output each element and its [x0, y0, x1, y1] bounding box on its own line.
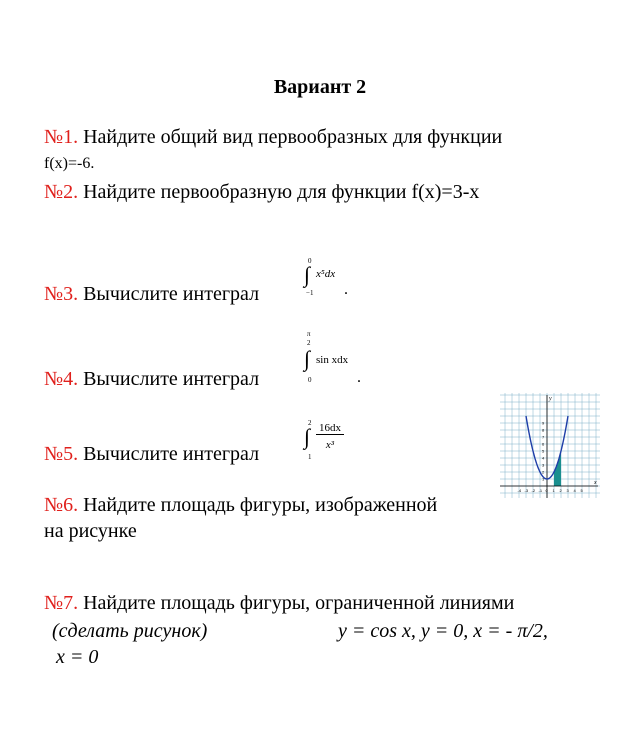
task-1-function: f(x)=-6.	[44, 155, 95, 172]
x-tick-label: 4	[573, 488, 576, 493]
task-7	[44, 592, 514, 615]
y-tick-label: 8	[542, 427, 545, 433]
y-tick-label: 7	[542, 434, 545, 440]
integral-3-upper: 0	[308, 257, 312, 265]
task-2	[44, 181, 479, 204]
integral-4	[300, 330, 370, 386]
task-5	[44, 443, 259, 466]
task-1	[44, 126, 502, 149]
task-6-line-2: на рисунке	[44, 520, 137, 542]
task-1-text: Найдите общий вид первообразных для функции	[78, 126, 503, 148]
integral-4-upper-den: 2	[307, 339, 311, 347]
integral-5	[300, 417, 360, 465]
integral-4-expr: sin xdx	[316, 354, 349, 366]
task-7-line-x0: x = 0	[56, 646, 99, 668]
task-6-text: Найдите площадь фигуры, изображенной	[78, 494, 438, 516]
integral-3-tail: .	[344, 281, 348, 298]
task-3-number: №3.	[44, 283, 79, 305]
y-tick-label: 3	[542, 462, 545, 468]
x-tick-label: -1	[538, 488, 543, 493]
x-tick-label: 5	[580, 488, 583, 493]
y-tick-label: 4	[542, 455, 545, 461]
x-tick-label: -2	[531, 488, 536, 493]
task-2-number: №2.	[44, 181, 79, 203]
integral-3-lower: −1	[306, 289, 314, 297]
x-tick-label: 0	[545, 488, 548, 493]
task-4-text: Вычислите интеграл	[78, 368, 260, 390]
integral-5-denominator: x³	[325, 439, 335, 451]
x-axis-label: x	[594, 480, 597, 486]
y-axis-label: y	[549, 396, 552, 402]
task-4	[44, 368, 259, 391]
integral-5-numerator: 16dx	[316, 422, 344, 435]
y-tick-label: 9	[542, 420, 545, 426]
y-tick-label: 2	[542, 469, 545, 475]
x-tick-label: 3	[566, 488, 569, 493]
task-7-hint: (сделать рисунок)	[52, 620, 208, 642]
task-2-text: Найдите первообразную для функции f(x)=3-x	[78, 181, 480, 203]
x-tick-label: -4	[517, 488, 522, 493]
task-7-text: Найдите площадь фигуры, ограниченной линиями	[78, 592, 515, 614]
task-7-lines: y = cos x, y = 0, x = - π/2,	[338, 620, 548, 642]
task-4-number: №4.	[44, 368, 79, 390]
y-tick-label: 6	[542, 441, 545, 447]
integral-3	[300, 255, 360, 300]
graph-svg	[500, 393, 600, 498]
task-5-number: №5.	[44, 443, 79, 465]
integral-3-sign: ∫	[304, 262, 311, 287]
integral-5-upper: 2	[308, 419, 312, 427]
x-tick-label: -3	[524, 488, 529, 493]
task-6-number: №6.	[44, 494, 79, 516]
parabola-graph	[500, 393, 600, 498]
y-tick-label: 1	[542, 476, 545, 482]
task-3-text: Вычислите интеграл	[78, 283, 260, 305]
integral-4-tail: .	[357, 369, 361, 386]
x-tick-label: 1	[552, 488, 555, 493]
task-7-number: №7.	[44, 592, 79, 614]
task-6	[44, 494, 437, 517]
integral-4-lower: 0	[308, 376, 312, 384]
page-title: Вариант 2	[273, 76, 367, 98]
integral-5-lower: 1	[308, 453, 312, 461]
integral-5-sign: ∫	[304, 424, 311, 449]
task-5-text: Вычислите интеграл	[78, 443, 260, 465]
y-tick-label: 5	[542, 448, 545, 454]
task-3	[44, 283, 259, 306]
x-tick-label: 2	[559, 488, 562, 493]
integral-3-expr: x⁵dx	[316, 268, 336, 280]
integral-4-sign: ∫	[304, 346, 311, 371]
task-1-number: №1.	[44, 126, 79, 148]
integral-4-upper-num: π	[307, 330, 311, 338]
